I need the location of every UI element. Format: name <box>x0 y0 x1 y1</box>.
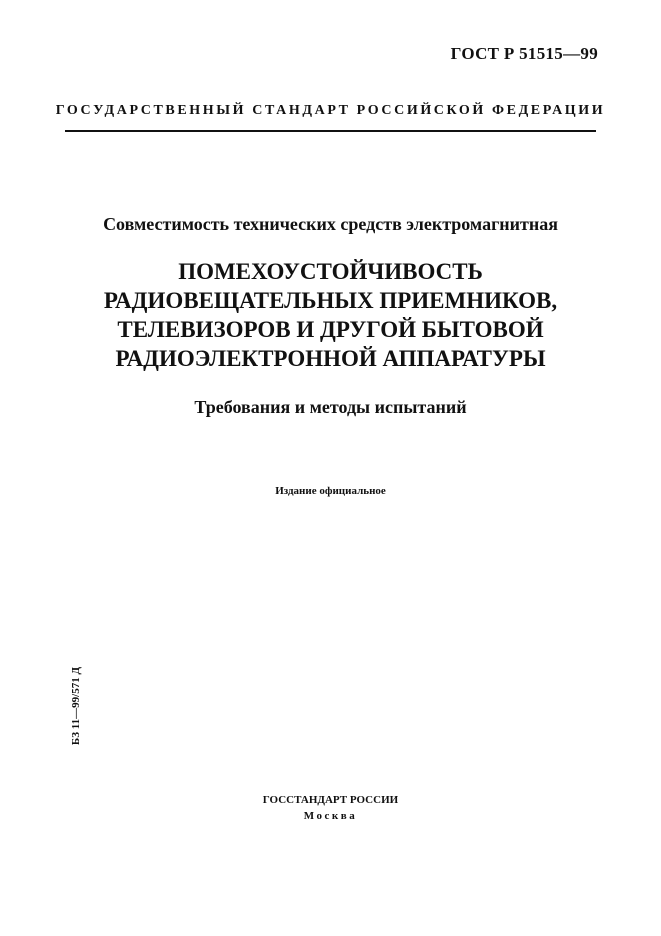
title-line: ТЕЛЕВИЗОРОВ И ДРУГОЙ БЫТОВОЙ <box>117 317 544 342</box>
title-line: РАДИОЭЛЕКТРОННОЙ АППАРАТУРЫ <box>115 346 546 371</box>
title-line: РАДИОВЕЩАТЕЛЬНЫХ ПРИЕМНИКОВ, <box>103 288 558 313</box>
publisher-city: Москва <box>303 810 358 822</box>
header-divider <box>65 130 596 132</box>
title-line: ПОМЕХОУСТОЙЧИВОСТЬ <box>178 259 483 284</box>
standard-title <box>0 257 661 373</box>
document-number: ГОСТ Р 51515—99 <box>450 44 598 63</box>
standard-subject: Совместимость технических средств электромагнитная <box>103 214 558 234</box>
organization-heading: ГОСУДАРСТВЕННЫЙ СТАНДАРТ РОССИЙСКОЙ ФЕДЕРАЦИИ <box>55 103 606 118</box>
standard-subtitle: Требования и методы испытаний <box>194 397 467 417</box>
side-catalog-code: БЗ 11—99/571 Д <box>70 666 82 746</box>
publisher-name: ГОССТАНДАРТ РОССИИ <box>262 794 399 806</box>
edition-note: Издание официальное <box>275 485 386 497</box>
